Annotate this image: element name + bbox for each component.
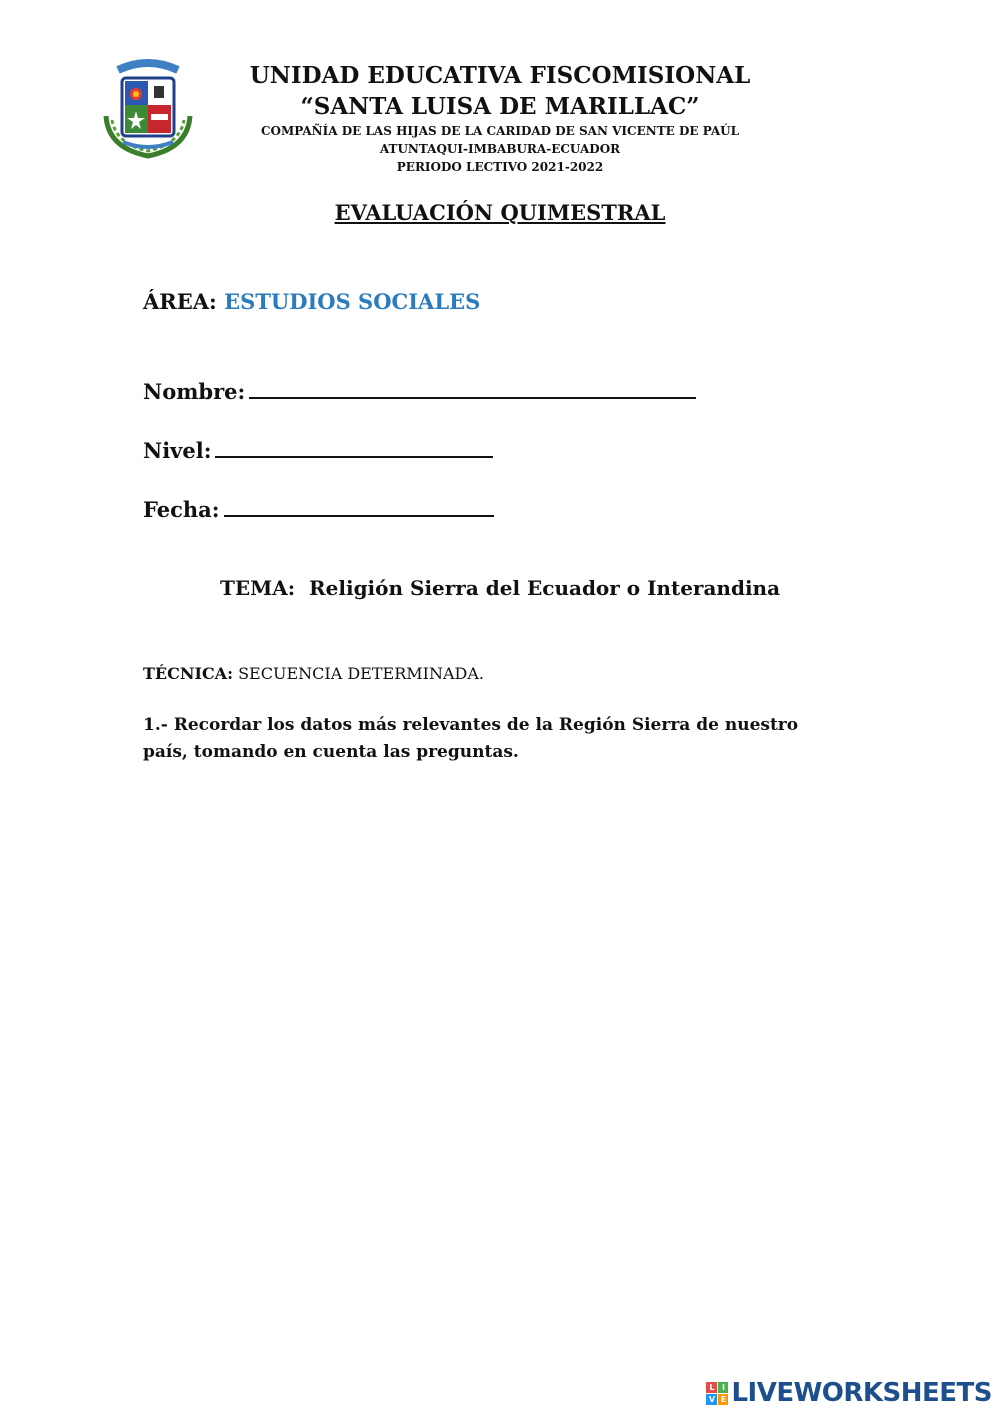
area-value: ESTUDIOS SOCIALES [224, 289, 481, 314]
school-name-quoted: “SANTA LUISA DE MARILLAC” [300, 93, 700, 120]
brand-icon-letter-i: I [718, 1382, 729, 1393]
fecha-label: Fecha: [143, 497, 220, 522]
brand-icon-letter-e: E [718, 1394, 729, 1405]
technique-label: TÉCNICA: [143, 664, 233, 683]
fecha-field[interactable] [143, 495, 494, 522]
page-title: EVALUACIÓN QUIMESTRAL [334, 200, 666, 225]
nivel-label: Nivel: [143, 438, 212, 463]
nombre-label: Nombre: [143, 379, 246, 404]
school-crest-icon [98, 56, 198, 160]
congregation-line: COMPAÑÍA DE LAS HIJAS DE LA CARIDAD DE SAN VICENTE DE PAÚL [260, 124, 740, 138]
nivel-blank[interactable] [215, 436, 493, 458]
nombre-blank[interactable] [249, 377, 696, 399]
liveworksheets-icon [706, 1382, 728, 1404]
question-1: 1.- Recordar los datos más relevantes de la Región Sierra de nuestro país, tomando en cuenta las preguntas. [143, 715, 799, 762]
school-name: UNIDAD EDUCATIVA FISCOMISIONAL [249, 62, 751, 89]
period-line: PERIODO LECTIVO 2021-2022 [396, 160, 604, 174]
area-label: ÁREA: [143, 289, 217, 314]
nivel-field[interactable] [143, 436, 493, 463]
brand-text: LIVEWORKSHEETS [731, 1378, 992, 1408]
topic-line: TEMA: Religión Sierra del Ecuador o Interandina [219, 576, 781, 600]
area-line [143, 289, 480, 314]
liveworksheets-logo[interactable] [706, 1378, 992, 1408]
technique-value: SECUENCIA DETERMINADA. [238, 664, 484, 683]
brand-icon-letter-l: L [706, 1382, 717, 1393]
brand-icon-letter-v: V [706, 1394, 717, 1405]
technique-line [143, 664, 484, 683]
location-line: ATUNTAQUI-IMBABURA-ECUADOR [379, 142, 621, 156]
nombre-field[interactable] [143, 377, 696, 404]
fecha-blank[interactable] [224, 495, 494, 517]
